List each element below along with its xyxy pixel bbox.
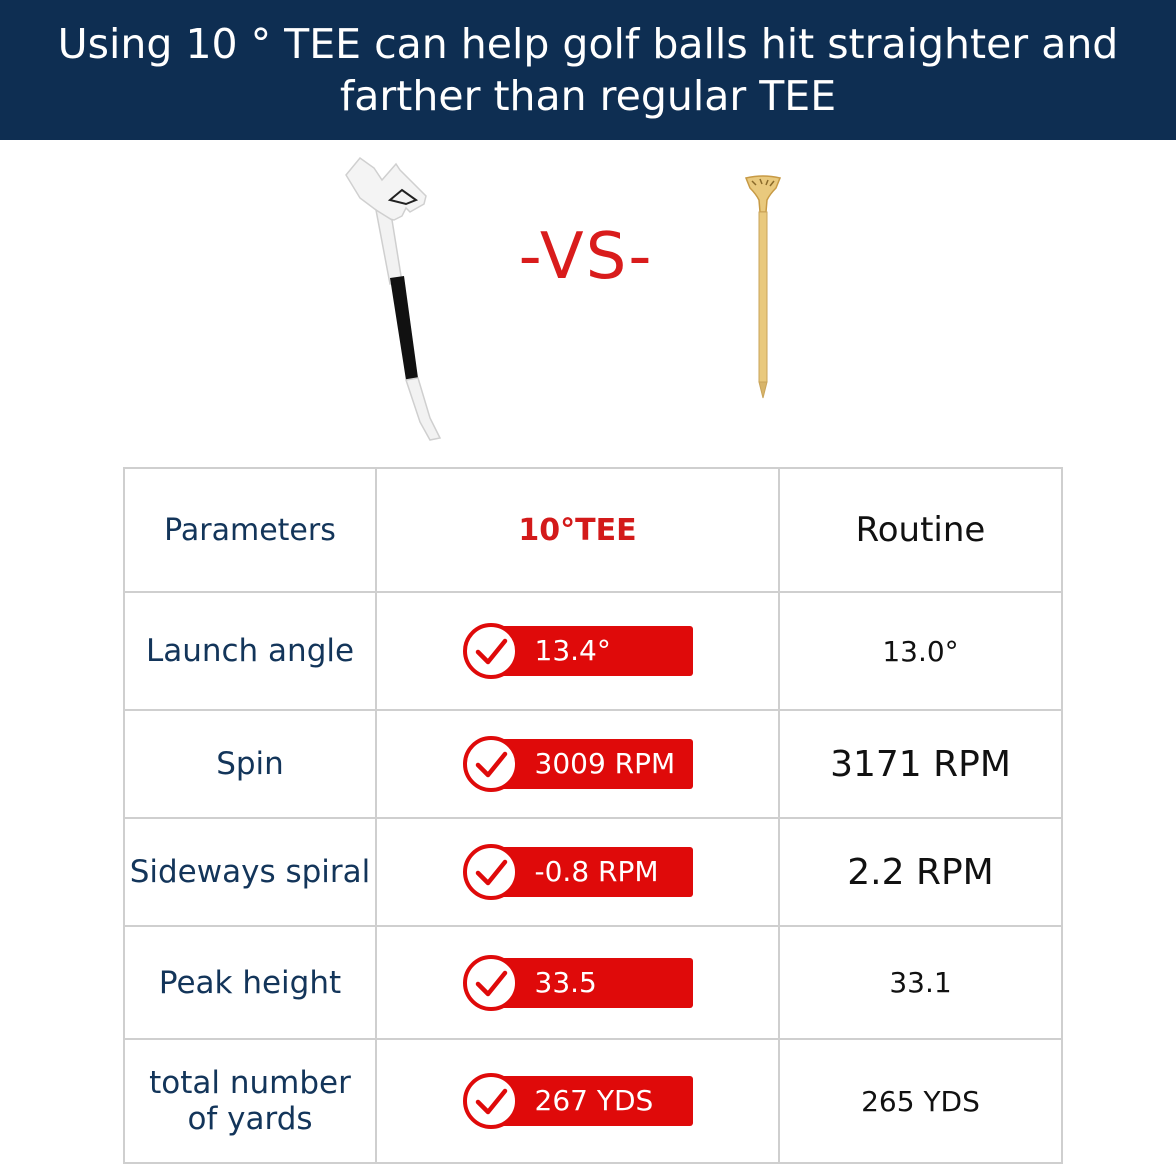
regular-tee-image: [738, 172, 788, 402]
header-10-tee: 10°TEE: [518, 512, 637, 548]
tee10-value: 267 YDS: [534, 1084, 654, 1117]
tee10-value-badge: [463, 1073, 693, 1129]
tee10-value-badge: [463, 736, 693, 792]
row-label: total number of yards: [149, 1065, 351, 1137]
table-row: [124, 1039, 1062, 1163]
table-row: [124, 710, 1062, 818]
routine-value: 13.0°: [882, 634, 959, 668]
row-label: Launch angle: [145, 633, 355, 669]
table-row: [124, 592, 1062, 710]
tee10-value: 3009 RPM: [534, 747, 676, 780]
table-row: [124, 926, 1062, 1039]
row-label: Peak height: [158, 964, 342, 1001]
ten-degree-tee-image: [330, 150, 460, 450]
page-title: Using 10 ° TEE can help golf balls hit straighter and farther than regular TEE: [57, 20, 1119, 120]
tee10-value: 13.4°: [534, 634, 611, 667]
routine-value: 2.2 RPM: [847, 851, 994, 893]
tee10-value: 33.5: [534, 965, 597, 999]
routine-value: 33.1: [889, 966, 952, 999]
tee10-value-badge: [463, 844, 693, 900]
header-routine: Routine: [855, 510, 986, 550]
tee10-value: -0.8 RPM: [534, 855, 659, 888]
check-circle-icon: [463, 736, 519, 792]
tee10-value-badge: [463, 623, 693, 679]
routine-value: 265 YDS: [861, 1084, 980, 1118]
row-label: Sideways spiral: [129, 854, 371, 890]
tee10-value-badge: [463, 955, 693, 1011]
header-banner: [0, 0, 1176, 140]
comparison-table: [123, 467, 1063, 1164]
check-circle-icon: [463, 844, 519, 900]
check-circle-icon: [463, 1073, 519, 1129]
table-row: [124, 818, 1062, 926]
check-circle-icon: [463, 955, 519, 1011]
header-parameters: Parameters: [164, 512, 336, 548]
check-circle-icon: [463, 623, 519, 679]
row-label: Spin: [216, 746, 284, 782]
routine-value: 3171 RPM: [830, 743, 1011, 785]
table-header-row: [124, 468, 1062, 592]
vs-label: -VS-: [518, 220, 654, 294]
